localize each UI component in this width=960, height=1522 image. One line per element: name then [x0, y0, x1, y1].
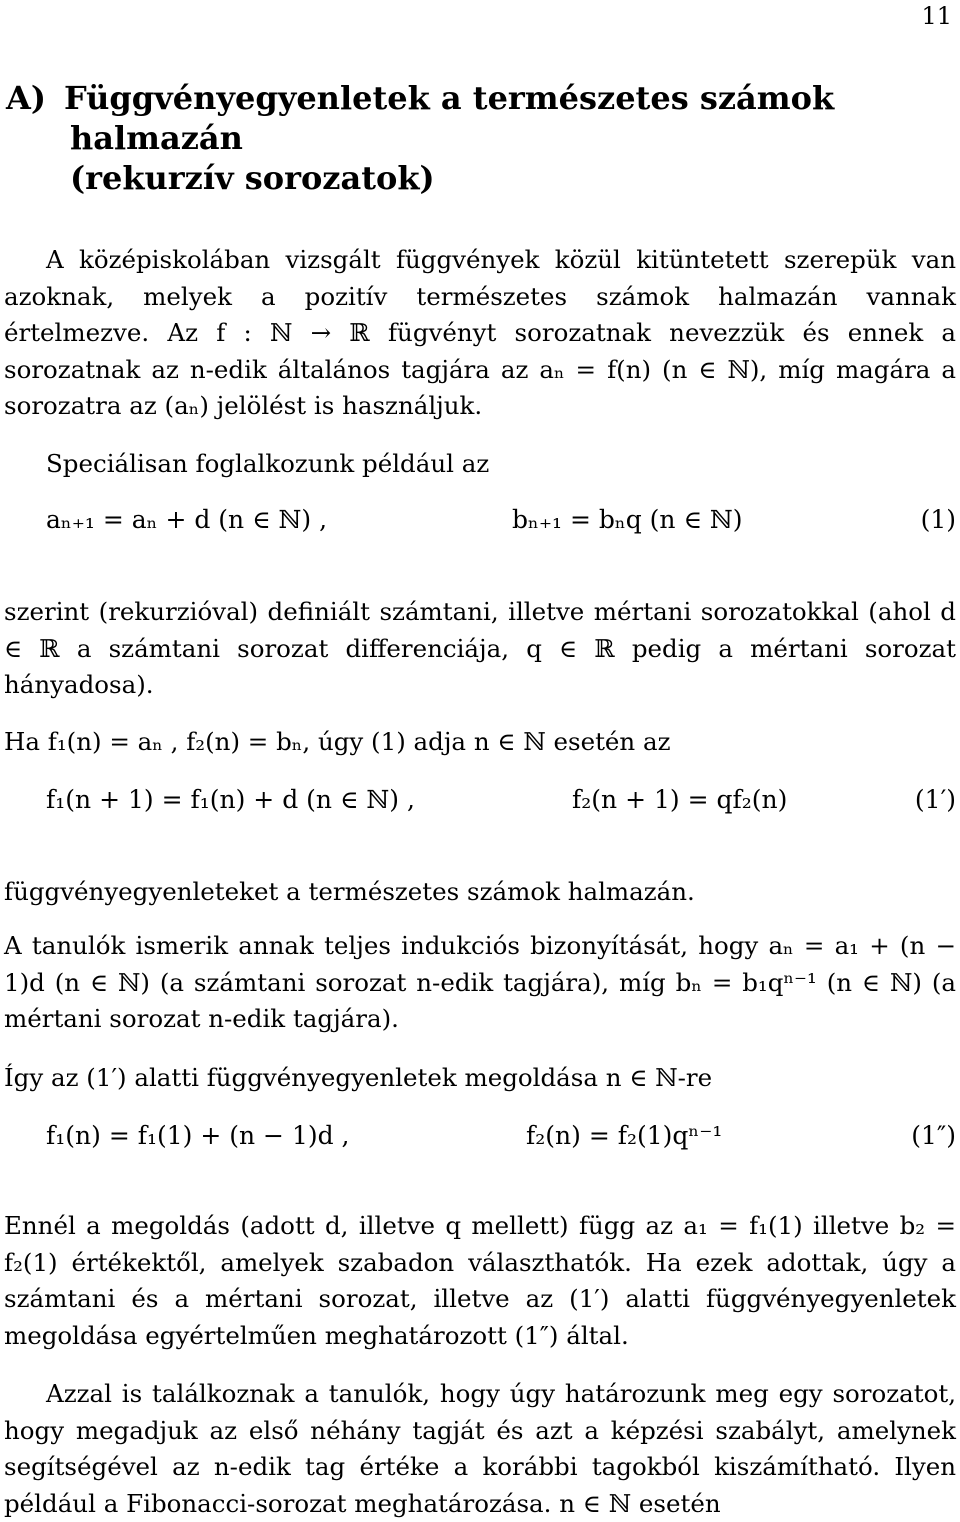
- paragraph-uniqueness: Ennél a megoldás (adott d, illetve q mellett) függ az a₁ = f₁(1) illetve b₂ = f₂(1) értékektől, amelyek szabadon választhatók. Ha ezek adottak, úgy a számtani és a mértani sorozat, illetve az (1′) alatti függvényegyenletek megoldása egyértelműen meghatározott (1″) által.: [4, 1211, 956, 1350]
- equation-3-tag: (1″): [911, 1121, 956, 1150]
- equation-2: [46, 782, 956, 818]
- equation-2-tag: (1′): [914, 785, 956, 814]
- heading-line-1: Függvényegyenletek a természetes számok: [64, 79, 835, 117]
- equation-3: [46, 1118, 956, 1154]
- paragraph-functional-equations: függvényegyenleteket a természetes számok halmazán.: [4, 877, 695, 906]
- equation-1-left: aₙ₊₁ = aₙ + d (n ∈ ℕ) ,: [46, 505, 328, 534]
- heading-line-3: (rekurzív sorozatok): [70, 159, 435, 197]
- heading-line-2: halmazán: [70, 119, 243, 157]
- equation-1: [46, 502, 956, 538]
- equation-1-tag: (1): [920, 505, 956, 534]
- equation-2-right: f₂(n + 1) = qf₂(n): [572, 785, 788, 814]
- paragraph-induction: A tanulók ismerik annak teljes indukciós bizonyítását, hogy aₙ = a₁ + (n − 1)d (n ∈ ℕ) (a számtani sorozat n-edik tagjára), míg bₙ = b₁qⁿ⁻¹ (n ∈ ℕ) (a mértani sorozat n-edik tagjára).: [4, 931, 956, 1033]
- paragraph-special: Speciálisan foglalkozunk például az: [46, 449, 490, 478]
- paragraph-solution-intro: Így az (1′) alatti függvényegyenletek megoldása n ∈ ℕ-re: [4, 1063, 713, 1092]
- page-number: 11: [921, 2, 952, 30]
- equation-3-right: f₂(n) = f₂(1)qⁿ⁻¹: [526, 1121, 723, 1150]
- paragraph-functions: Ha f₁(n) = aₙ , f₂(n) = bₙ, úgy (1) adja n ∈ ℕ esetén az: [4, 727, 671, 756]
- equation-3-left: f₁(n) = f₁(1) + (n − 1)d ,: [46, 1121, 350, 1150]
- paragraph-recursion: szerint (rekurzióval) definiált számtani, illetve mértani sorozatokkal (ahol d ∈ ℝ a számtani sorozat differenciája, q ∈ ℝ pedig a mértani sorozat hányadosa).: [4, 597, 956, 699]
- section-heading: [6, 78, 906, 198]
- section-number: A): [6, 79, 46, 117]
- paragraph-fibonacci: Azzal is találkoznak a tanulók, hogy úgy határozunk meg egy sorozatot, hogy megadjuk az első néhány tagját és azt a képzési szabályt, amelynek segítségével az n-edik tag értéke a korábbi tagokból kiszámítható. Ilyen például a Fibonacci-sorozat meghatározása. n ∈ ℕ esetén: [4, 1379, 956, 1518]
- equation-1-right: bₙ₊₁ = bₙq (n ∈ ℕ): [512, 505, 743, 534]
- paragraph-intro: A középiskolában vizsgált függvények közül kitüntetett szerepük van azoknak, melyek a pozitív természetes számok halmazán vannak értelmezve. Az f : ℕ → ℝ fügvényt sorozatnak nevezzük és ennek a sorozatnak az n-edik általános tagjára az aₙ = f(n) (n ∈ ℕ), míg magára a sorozatra az (aₙ) jelölést is használjuk.: [4, 245, 956, 420]
- equation-2-left: f₁(n + 1) = f₁(n) + d (n ∈ ℕ) ,: [46, 785, 415, 814]
